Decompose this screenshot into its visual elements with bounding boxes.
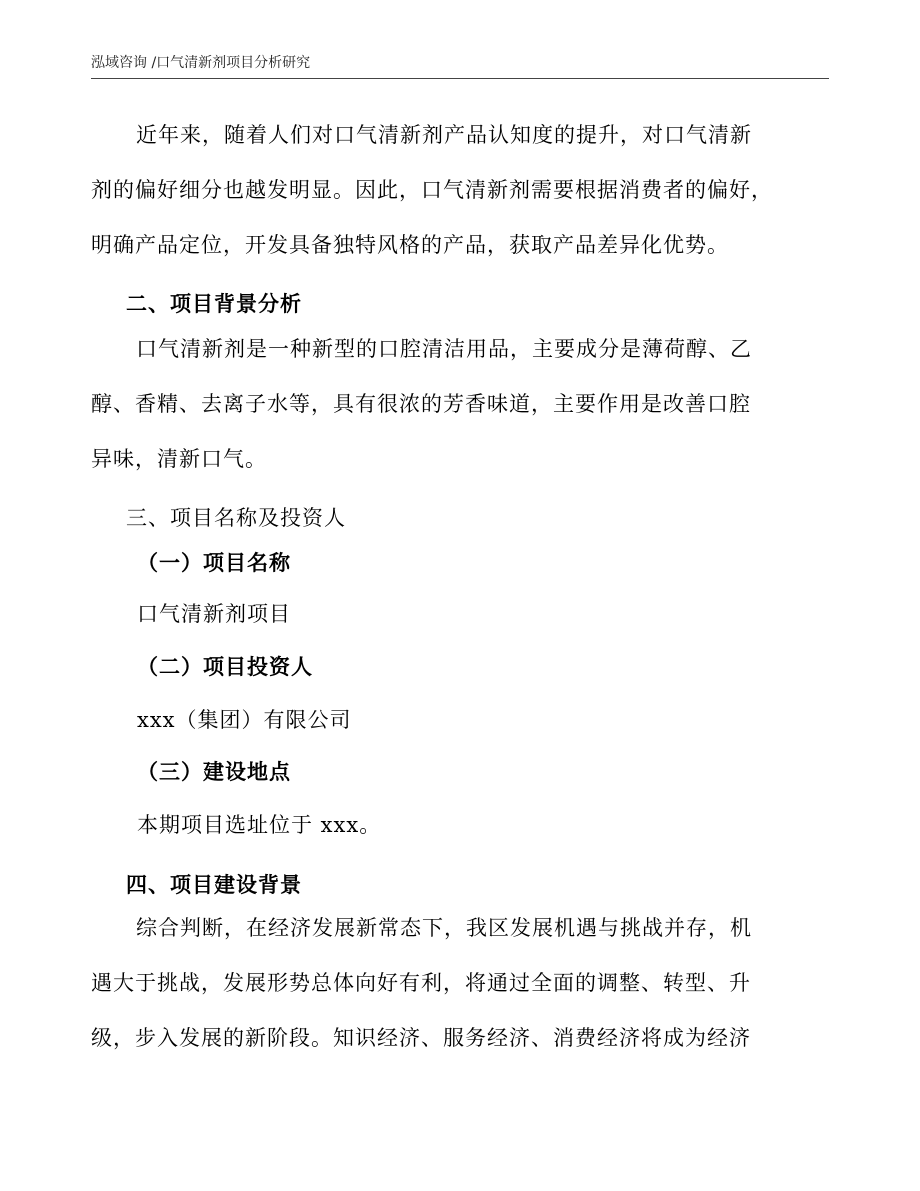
section-2-line-2: 醇、香精、去离子水等，具有很浓的芳香味道，主要作用是改善口腔 [91, 392, 751, 416]
page-header: 泓域咨询 /口气清新剂项目分析研究 [91, 55, 311, 71]
subsection-3-heading: （三）建设地点 [137, 759, 291, 784]
section-4-line-3: 级，步入发展的新阶段。知识经济、服务经济、消费经济将成为经济 [91, 1026, 751, 1050]
subsection-1-heading: （一）项目名称 [137, 550, 291, 575]
section-4-heading: 四、项目建设背景 [126, 872, 302, 897]
section-2-line-3: 异味，清新口气。 [91, 447, 267, 471]
location-text: 本期项目选址位于 xxx。 [137, 813, 382, 837]
header-rule [91, 78, 829, 79]
intro-line-2: 剂的偏好细分也越发明显。因此，口气清新剂需要根据消费者的偏好， [91, 178, 773, 202]
section-3-heading: 三、项目名称及投资人 [126, 506, 346, 530]
subsection-2-heading: （二）项目投资人 [137, 654, 313, 679]
intro-line-1: 近年来，随着人们对口气清新剂产品认知度的提升，对口气清新 [136, 123, 752, 147]
project-name-text: 口气清新剂项目 [137, 602, 291, 626]
section-2-line-1: 口气清新剂是一种新型的口腔清洁用品，主要成分是薄荷醇、乙 [136, 337, 752, 361]
section-4-line-1: 综合判断，在经济发展新常态下，我区发展机遇与挑战并存，机 [136, 916, 752, 940]
section-4-line-2: 遇大于挑战，发展形势总体向好有利，将通过全面的调整、转型、升 [91, 971, 751, 995]
section-2-heading: 二、项目背景分析 [126, 291, 302, 316]
section-4-paragraph [91, 901, 829, 1066]
investor-text: xxx（集团）有限公司 [137, 708, 352, 732]
intro-paragraph [91, 108, 829, 273]
intro-line-3: 明确产品定位，开发具备独特风格的产品，获取产品差异化优势。 [91, 233, 729, 257]
section-2-paragraph [91, 322, 829, 487]
